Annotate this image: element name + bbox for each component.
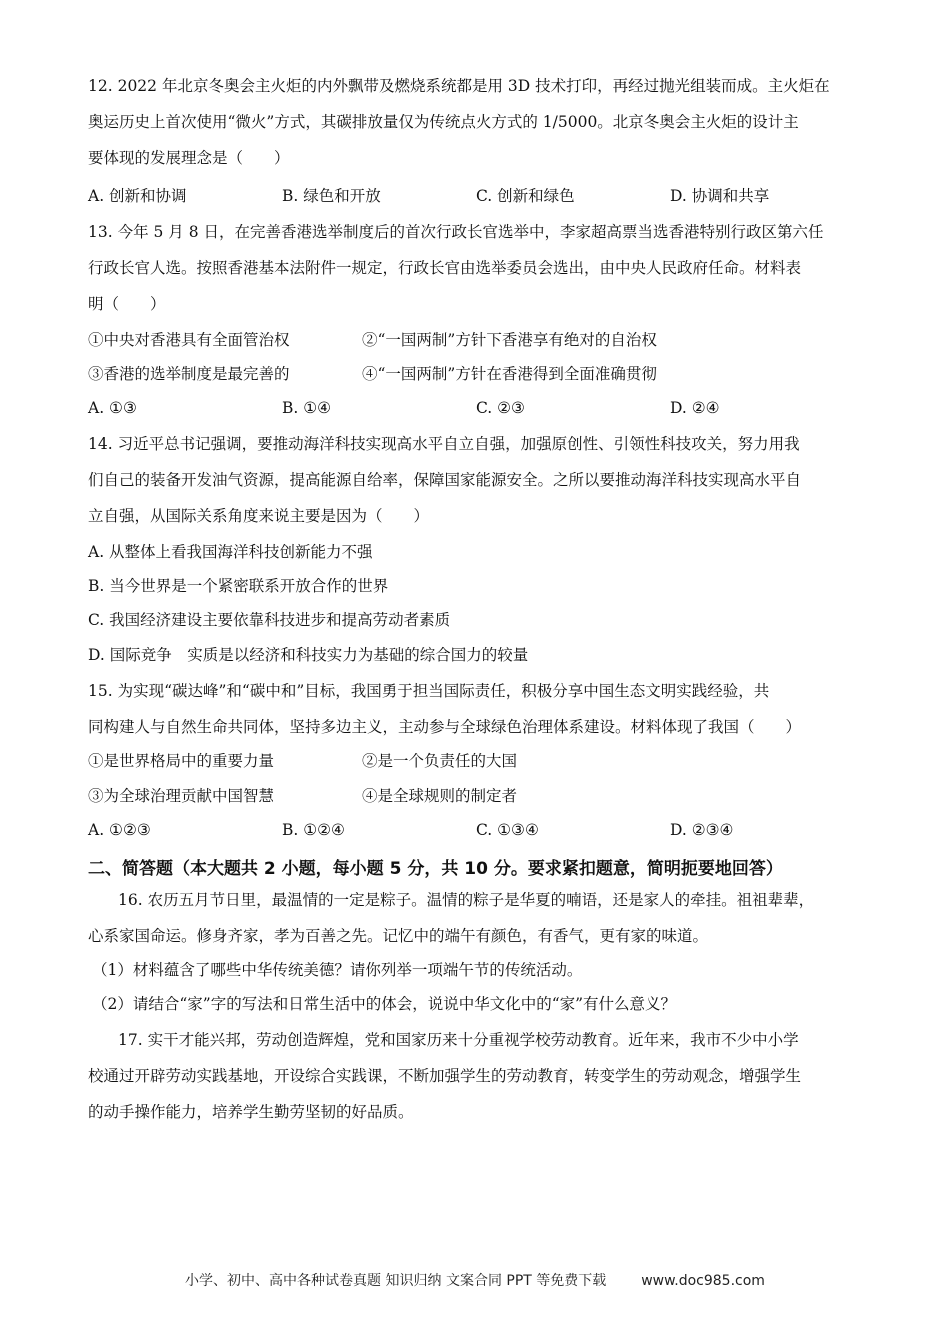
q14-option-a: A. 从整体上看我国海洋科技创新能力不强 — [88, 543, 373, 561]
q15-option-c: C. ①③④ — [476, 821, 539, 839]
footer-text: 小学、初中、高中各种试卷真题 知识归纳 文案合同 PPT 等免费下载 — [185, 1273, 607, 1289]
footer-site-link[interactable]: www.doc985.com — [641, 1273, 765, 1289]
q15-statement-3: ③为全球治理贡献中国智慧 — [88, 787, 275, 805]
q17-line-2: 校通过开辟劳动实践基地，开设综合实践课，不断加强学生的劳动教育，转变学生的劳动观念，增强学生 — [88, 1067, 802, 1085]
q16-line-2: 心系家国命运。修身齐家，孝为百善之先。记忆中的端午有颜色，有香气，更有家的味道。 — [88, 927, 709, 945]
q13-line-3: 明（ ） — [88, 295, 166, 313]
q15-line-1: 15. 为实现“碳达峰”和“碳中和”目标，我国勇于担当国际责任，积极分享中国生态文明实践经验，共 — [88, 682, 770, 700]
q15-option-d: D. ②③④ — [670, 821, 734, 839]
q12-line-2: 奥运历史上首次使用“微火”方式，其碳排放量仅为传统点火方式的 1/5000。北京冬奥会主火炬的设计主 — [88, 113, 799, 131]
q12-option-c: C. 创新和绿色 — [476, 187, 575, 205]
q14-line-2: 们自己的装备开发油气资源，提高能源自给率，保障国家能源安全。之所以要推动海洋科技实现高水平自 — [88, 471, 802, 489]
q14-option-c: C. 我国经济建设主要依靠科技进步和提高劳动者素质 — [88, 611, 451, 629]
section-heading: 二、简答题（本大题共 2 小题，每小题 5 分，共 10 分。要求紧扣题意，简明扼要地回答） — [88, 859, 783, 879]
q15-statement-2: ②是一个负责任的大国 — [362, 752, 518, 770]
q15-statement-1: ①是世界格局中的重要力量 — [88, 752, 275, 770]
q13-statement-4: ④“一国两制”方针在香港得到全面准确贯彻 — [362, 365, 657, 383]
q16-sub-1: （1）材料蕴含了哪些中华传统美德？请你列举一项端午节的传统活动。 — [92, 961, 583, 979]
q14-line-1: 14. 习近平总书记强调，要推动海洋科技实现高水平自立自强，加强原创性、引领性科技攻关，努力用我 — [88, 435, 800, 453]
q15-statement-4: ④是全球规则的制定者 — [362, 787, 518, 805]
q13-option-b: B. ①④ — [282, 399, 332, 417]
q14-line-3: 立自强，从国际关系角度来说主要是因为（ ） — [88, 507, 430, 525]
q15-line-2: 同构建人与自然生命共同体，坚持多边主义，主动参与全球绿色治理体系建设。材料体现了我国（ ） — [88, 718, 802, 736]
q16-line-1: 16. 农历五月节日里，最温情的一定是粽子。温情的粽子是华夏的喃语，还是家人的牵挂。祖祖辈辈， — [118, 891, 815, 909]
q15-option-a: A. ①②③ — [88, 821, 151, 839]
q16-sub-2: （2）请结合“家”字的写法和日常生活中的体会，说说中华文化中的“家”有什么意义？ — [92, 995, 677, 1013]
q13-statement-1: ①中央对香港具有全面管治权 — [88, 331, 290, 349]
q12-option-d: D. 协调和共享 — [670, 187, 770, 205]
q12-option-b: B. 绿色和开放 — [282, 187, 381, 205]
q13-option-d: D. ②④ — [670, 399, 720, 417]
page-footer — [0, 1270, 950, 1290]
q13-line-2: 行政长官人选。按照香港基本法附件一规定，行政长官由选举委员会选出，由中央人民政府任命。材料表 — [88, 259, 802, 277]
q12-line-3: 要体现的发展理念是（ ） — [88, 149, 290, 167]
q13-line-1: 13. 今年 5 月 8 日，在完善香港选举制度后的首次行政长官选举中，李家超高票当选香港特别行政区第六任 — [88, 223, 824, 241]
q15-option-b: B. ①②④ — [282, 821, 345, 839]
q13-option-c: C. ②③ — [476, 399, 525, 417]
q13-option-a: A. ①③ — [88, 399, 137, 417]
q13-statement-3: ③香港的选举制度是最完善的 — [88, 365, 290, 383]
q14-option-b: B. 当今世界是一个紧密联系开放合作的世界 — [88, 577, 389, 595]
q12-option-a: A. 创新和协调 — [88, 187, 187, 205]
q17-line-3: 的动手操作能力，培养学生勤劳坚韧的好品质。 — [88, 1103, 414, 1121]
q13-statement-2: ②“一国两制”方针下香港享有绝对的自治权 — [362, 331, 657, 349]
q17-line-1: 17. 实干才能兴邦，劳动创造辉煌，党和国家历来十分重视学校劳动教育。近年来，我市不少中小学 — [118, 1031, 799, 1049]
q14-option-d: D. 国际竞争 实质是以经济和科技实力为基础的综合国力的较量 — [88, 646, 529, 664]
q12-line-1: 12. 2022 年北京冬奥会主火炬的内外飘带及燃烧系统都是用 3D 技术打印，再经过抛光组装而成。主火炬在 — [88, 77, 830, 95]
